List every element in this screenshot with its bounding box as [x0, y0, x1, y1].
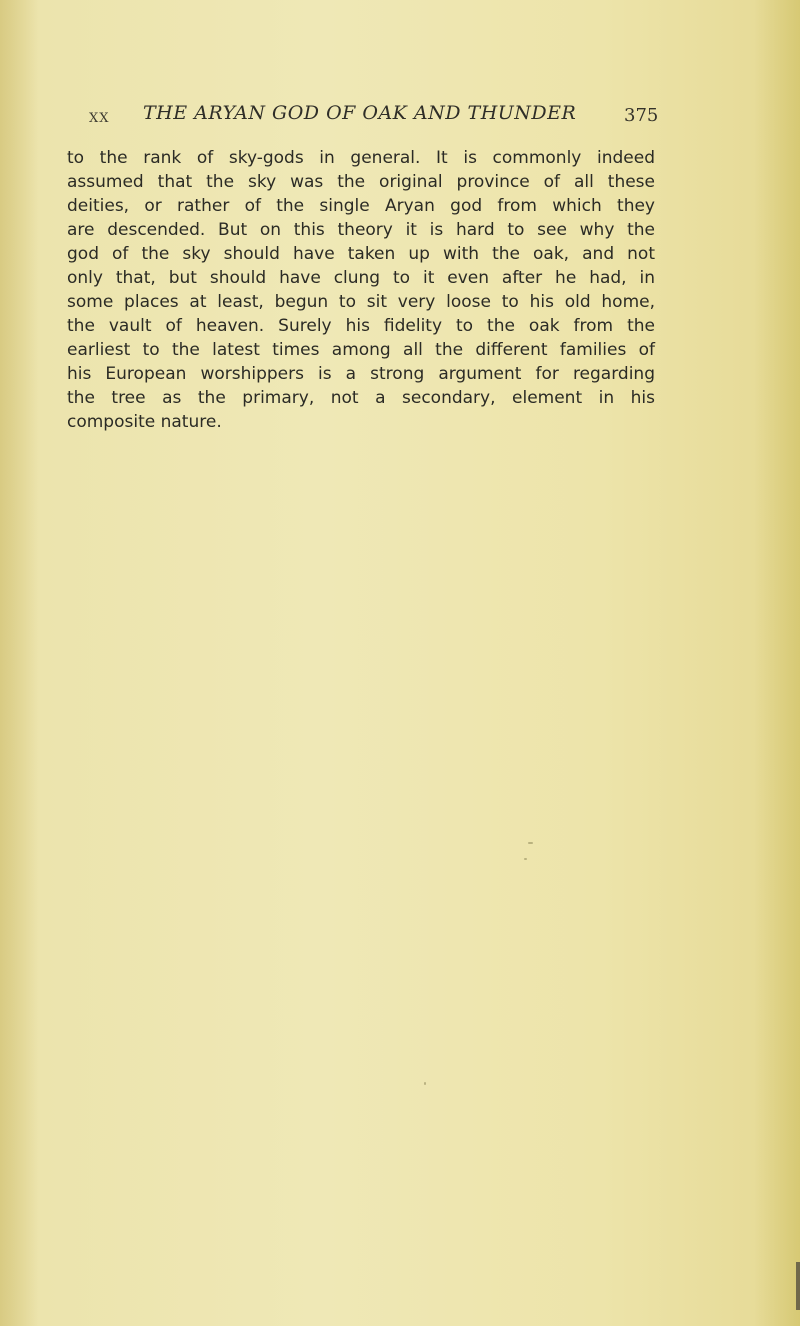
text-line: some places at least, begun to sit very loose to his old home,: [67, 292, 655, 312]
page-edge-shadow: [754, 0, 800, 1326]
text-line: his European worshippers is a strong argument for regarding: [67, 364, 655, 384]
text-line: earliest to the latest times among all the different families of: [67, 340, 655, 360]
page-gutter-shadow: [0, 0, 38, 1326]
text-line: are descended. But on this theory it is hard to see why the: [67, 220, 655, 240]
text-line: to the rank of sky-gods in general. It is commonly indeed: [67, 148, 655, 168]
paper-speck: [528, 842, 533, 844]
text-line: the vault of heaven. Surely his fidelity to the oak from the: [67, 316, 655, 336]
page-edge-mark: [796, 1262, 800, 1310]
text-line: only that, but should have clung to it even after he had, in: [67, 268, 655, 288]
paper-speck: [524, 858, 527, 860]
running-header: [89, 102, 689, 132]
text-line: deities, or rather of the single Aryan god from which they: [67, 196, 655, 216]
text-line: assumed that the sky was the original province of all these: [67, 172, 655, 192]
running-title: THE ARYAN GOD OF OAK AND THUNDER: [143, 102, 577, 124]
chapter-number: XX: [89, 111, 110, 126]
page-number: 375: [624, 105, 659, 126]
text-line: composite nature.: [67, 412, 222, 432]
paper-speck: [424, 1082, 426, 1085]
body-paragraph: [67, 146, 655, 434]
text-line: the tree as the primary, not a secondary, element in his: [67, 388, 655, 408]
text-line: god of the sky should have taken up with the oak, and not: [67, 244, 655, 264]
